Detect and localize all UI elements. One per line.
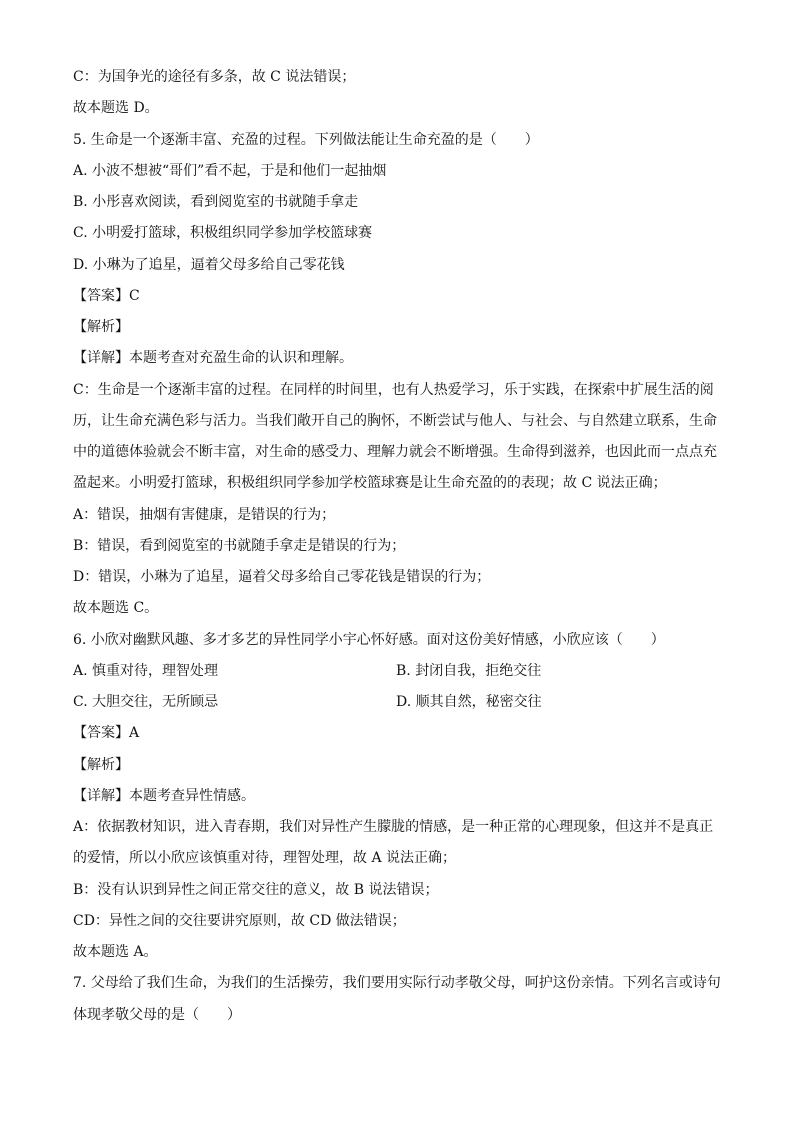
question-5-explanation: D：错误，小琳为了追星，逼着父母多给自己零花钱是错误的行为； — [73, 569, 491, 585]
question-6-detail: 【详解】本题考查异性情感。 — [73, 788, 255, 804]
question-6-explanation: 的爱情，所以小欣应该慎重对待，理智处理，故 A 说法正确； — [73, 850, 457, 866]
question-6-conclusion: 故本题选 A。 — [73, 944, 158, 960]
question-6-option-a: A. 慎重对待，理智处理 — [73, 663, 219, 679]
question-6-option-d: D. 顺其自然，秘密交往 — [396, 694, 542, 710]
question-6-option-c: C. 大胆交往，无所顾忌 — [73, 694, 219, 710]
question-5-conclusion: 故本题选 C。 — [73, 600, 159, 616]
answer-conclusion: 故本题选 D。 — [73, 100, 159, 116]
question-6-answer: 【答案】A — [73, 725, 140, 741]
question-6-analysis-heading: 【解析】 — [73, 757, 129, 773]
analysis-line: C：为国争光的途径有多条，故 C 说法错误； — [73, 69, 356, 85]
question-5-detail: 【详解】本题考查对充盈生命的认识和理解。 — [73, 350, 353, 366]
question-6-explanation: B：没有认识到异性之间正常交往的意义，故 B 说法错误； — [73, 882, 439, 898]
question-5-option-d: D. 小琳为了追星，逼着父母多给自己零花钱 — [73, 257, 345, 273]
question-5-stem: 5. 生命是一个逐渐丰富、充盈的过程。下列做法能让生命充盈的是（ ） — [73, 132, 539, 148]
question-6-option-b: B. 封闭自我，拒绝交往 — [396, 663, 542, 679]
question-5-option-c: C. 小明爱打篮球，积极组织同学参加学校篮球赛 — [73, 225, 373, 241]
question-5-option-b: B. 小彤喜欢阅读，看到阅览室的书就随手拿走 — [73, 194, 359, 210]
question-6-explanation: A：依据教材知识，进入青春期，我们对异性产生朦胧的情感，是一种正常的心理现象，但这并不是真正 — [73, 819, 714, 835]
question-5-explanation: 中的道德体验就会不断丰富，对生命的感受力、理解力就会不断增强。生命得到滋养，也因此而一点点充 — [73, 444, 717, 460]
question-7-stem: 7. 父母给了我们生命，为我们的生活操劳，我们要用实际行动孝敬父母，呵护这份亲情。下列名言或诗句 — [73, 975, 721, 991]
question-5-explanation: 盈起来。小明爱打篮球，积极组织同学参加学校篮球赛是让生命充盈的的表现；故 C 说法正确； — [73, 475, 667, 491]
question-5-option-a: A. 小波不想被“哥们”看不起，于是和他们一起抽烟 — [73, 163, 387, 179]
question-7-stem-continued: 体现孝敬父母的是（ ） — [73, 1007, 241, 1023]
question-5-explanation: 历，让生命充满色彩与活力。当我们敞开自己的胸怀，不断尝试与他人、与社会、与自然建立联系，生命 — [73, 413, 717, 429]
question-5-analysis-heading: 【解析】 — [73, 319, 129, 335]
question-6-stem: 6. 小欣对幽默风趣、多才多艺的异性同学小宇心怀好感。面对这份美好情感，小欣应该（ ） — [73, 632, 665, 648]
question-5-explanation: B：错误，看到阅览室的书就随手拿走是错误的行为； — [73, 538, 406, 554]
question-6-explanation: CD：异性之间的交往要讲究原则，故 CD 做法错误； — [73, 913, 406, 929]
question-5-explanation: A：错误，抽烟有害健康，是错误的行为； — [73, 507, 336, 523]
question-5-explanation: C：生命是一个逐渐丰富的过程。在同样的时间里，也有人热爱学习，乐于实践，在探索中扩展生活的阅 — [73, 382, 714, 398]
question-5-answer: 【答案】C — [73, 288, 140, 304]
